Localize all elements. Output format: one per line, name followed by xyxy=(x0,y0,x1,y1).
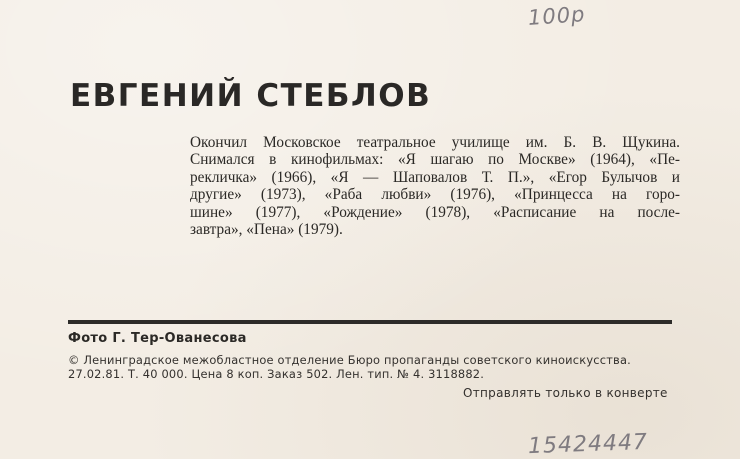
photo-credit: Фото Г. Тер-Ованесова xyxy=(68,331,247,346)
actor-name-heading: ЕВГЕНИЙ СТЕБЛОВ xyxy=(70,78,432,114)
biography-text xyxy=(190,134,680,238)
imprint-line: 27.02.81. Т. 40 000. Цена 8 коп. Заказ 502. Лен. тип. № 4. 3118882. xyxy=(68,367,485,381)
bio-line: Окончил Московское театральное училище им. Б. В. Щукина. xyxy=(190,134,680,151)
mailing-note: Отправлять только в конверте xyxy=(463,386,668,400)
publisher-imprint xyxy=(68,353,631,381)
bio-line: рекличка» (1966), «Я — Шаповалов Т. П.», «Егор Булычов и xyxy=(190,168,680,186)
bio-line: Снимался в кинофильмах: «Я шагаю по Москве» (1964), «Пе- xyxy=(190,151,680,169)
bio-line: завтра», «Пена» (1979). xyxy=(190,221,343,239)
bio-line: другие» (1973), «Раба любви» (1976), «Принцесса на горо- xyxy=(190,186,680,204)
divider-rule xyxy=(68,320,672,324)
handwritten-inventory-number: 15424447 xyxy=(527,429,649,459)
imprint-line: © Ленинградское межобластное отделение Бюро пропаганды советского киноискусства. xyxy=(68,353,631,367)
handwritten-price-mark: 100р xyxy=(527,2,587,30)
bio-line: шине» (1977), «Рождение» (1978), «Расписание на после- xyxy=(190,203,680,221)
